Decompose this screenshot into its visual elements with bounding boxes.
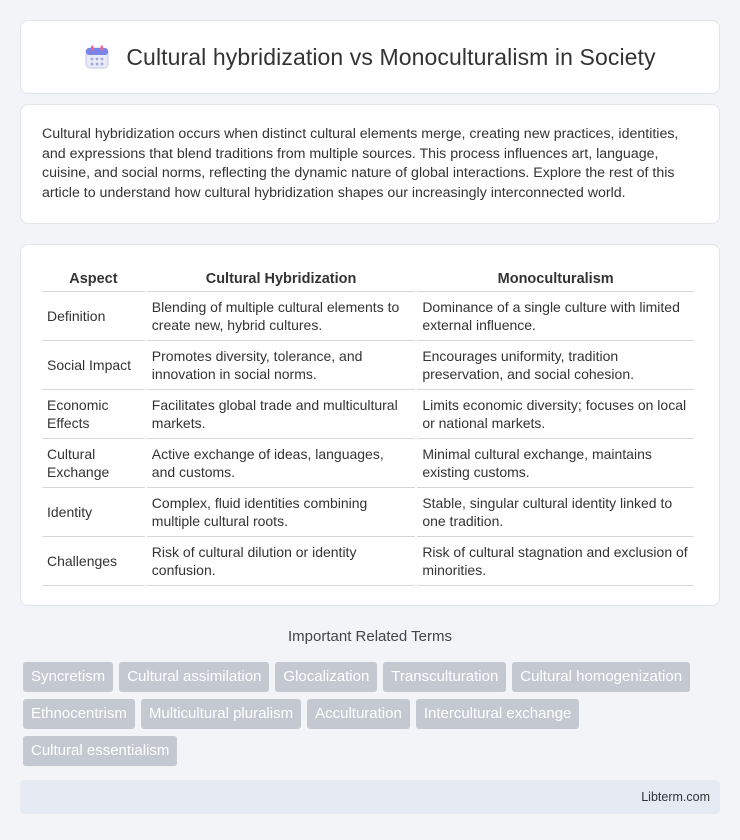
hybridization-cell: Risk of cultural dilution or identity confusion. [147, 537, 416, 586]
header-monoculturalism: Monoculturalism [417, 265, 694, 292]
monoculturalism-cell: Minimal cultural exchange, maintains existing customs. [417, 439, 694, 488]
table-row [42, 341, 694, 390]
term-tag[interactable]: Cultural homogenization [512, 662, 690, 692]
aspect-cell: Economic Effects [42, 390, 145, 439]
term-tag[interactable]: Cultural assimilation [119, 662, 269, 692]
hybridization-cell: Blending of multiple cultural elements to create new, hybrid cultures. [147, 292, 416, 341]
table-row [42, 537, 694, 586]
calendar-icon [84, 44, 110, 70]
aspect-cell: Identity [42, 488, 145, 537]
hybridization-cell: Promotes diversity, tolerance, and innovation in social norms. [147, 341, 416, 390]
monoculturalism-cell: Stable, singular cultural identity linked to one tradition. [417, 488, 694, 537]
related-terms-list [20, 662, 710, 766]
footer-site-link[interactable]: Libterm.com [641, 790, 710, 804]
hybridization-cell: Facilitates global trade and multicultural markets. [147, 390, 416, 439]
monoculturalism-cell: Dominance of a single culture with limited external influence. [417, 292, 694, 341]
title-card [20, 20, 720, 94]
hybridization-cell: Complex, fluid identities combining multiple cultural roots. [147, 488, 416, 537]
header-aspect: Aspect [42, 265, 145, 292]
comparison-table-card [20, 244, 720, 606]
hybridization-cell: Active exchange of ideas, languages, and customs. [147, 439, 416, 488]
term-tag[interactable]: Acculturation [307, 699, 410, 729]
term-tag[interactable]: Glocalization [275, 662, 377, 692]
table-row [42, 292, 694, 341]
aspect-cell: Cultural Exchange [42, 439, 145, 488]
monoculturalism-cell: Risk of cultural stagnation and exclusion of minorities. [417, 537, 694, 586]
table-row [42, 439, 694, 488]
term-tag[interactable]: Multicultural pluralism [141, 699, 301, 729]
term-tag[interactable]: Syncretism [23, 662, 113, 692]
aspect-cell: Social Impact [42, 341, 145, 390]
monoculturalism-cell: Encourages uniformity, tradition preservation, and social cohesion. [417, 341, 694, 390]
aspect-cell: Challenges [42, 537, 145, 586]
table-header-row [42, 265, 694, 292]
term-tag[interactable]: Intercultural exchange [416, 699, 580, 729]
comparison-table [40, 265, 696, 586]
term-tag[interactable]: Ethnocentrism [23, 699, 135, 729]
term-tag[interactable]: Transculturation [383, 662, 506, 692]
page-title: Cultural hybridization vs Monoculturalism in Society [126, 43, 656, 70]
aspect-cell: Definition [42, 292, 145, 341]
related-terms-heading: Important Related Terms [288, 628, 452, 645]
table-row [42, 390, 694, 439]
footer-bar [20, 780, 720, 814]
term-tag[interactable]: Cultural essentialism [23, 736, 177, 766]
intro-card [20, 104, 720, 224]
intro-paragraph: Cultural hybridization occurs when distinct cultural elements merge, creating new practices, identities, and expressions that blend traditions from multiple sources. This process influences art, language, cuisine, and social norms, reflecting the dynamic nature of global interactions. Explore the rest of this article to understand how cultural hybridization shapes our increasingly interconnected world. [42, 126, 679, 201]
monoculturalism-cell: Limits economic diversity; focuses on local or national markets. [417, 390, 694, 439]
header-cultural-hybridization: Cultural Hybridization [147, 265, 416, 292]
table-row [42, 488, 694, 537]
